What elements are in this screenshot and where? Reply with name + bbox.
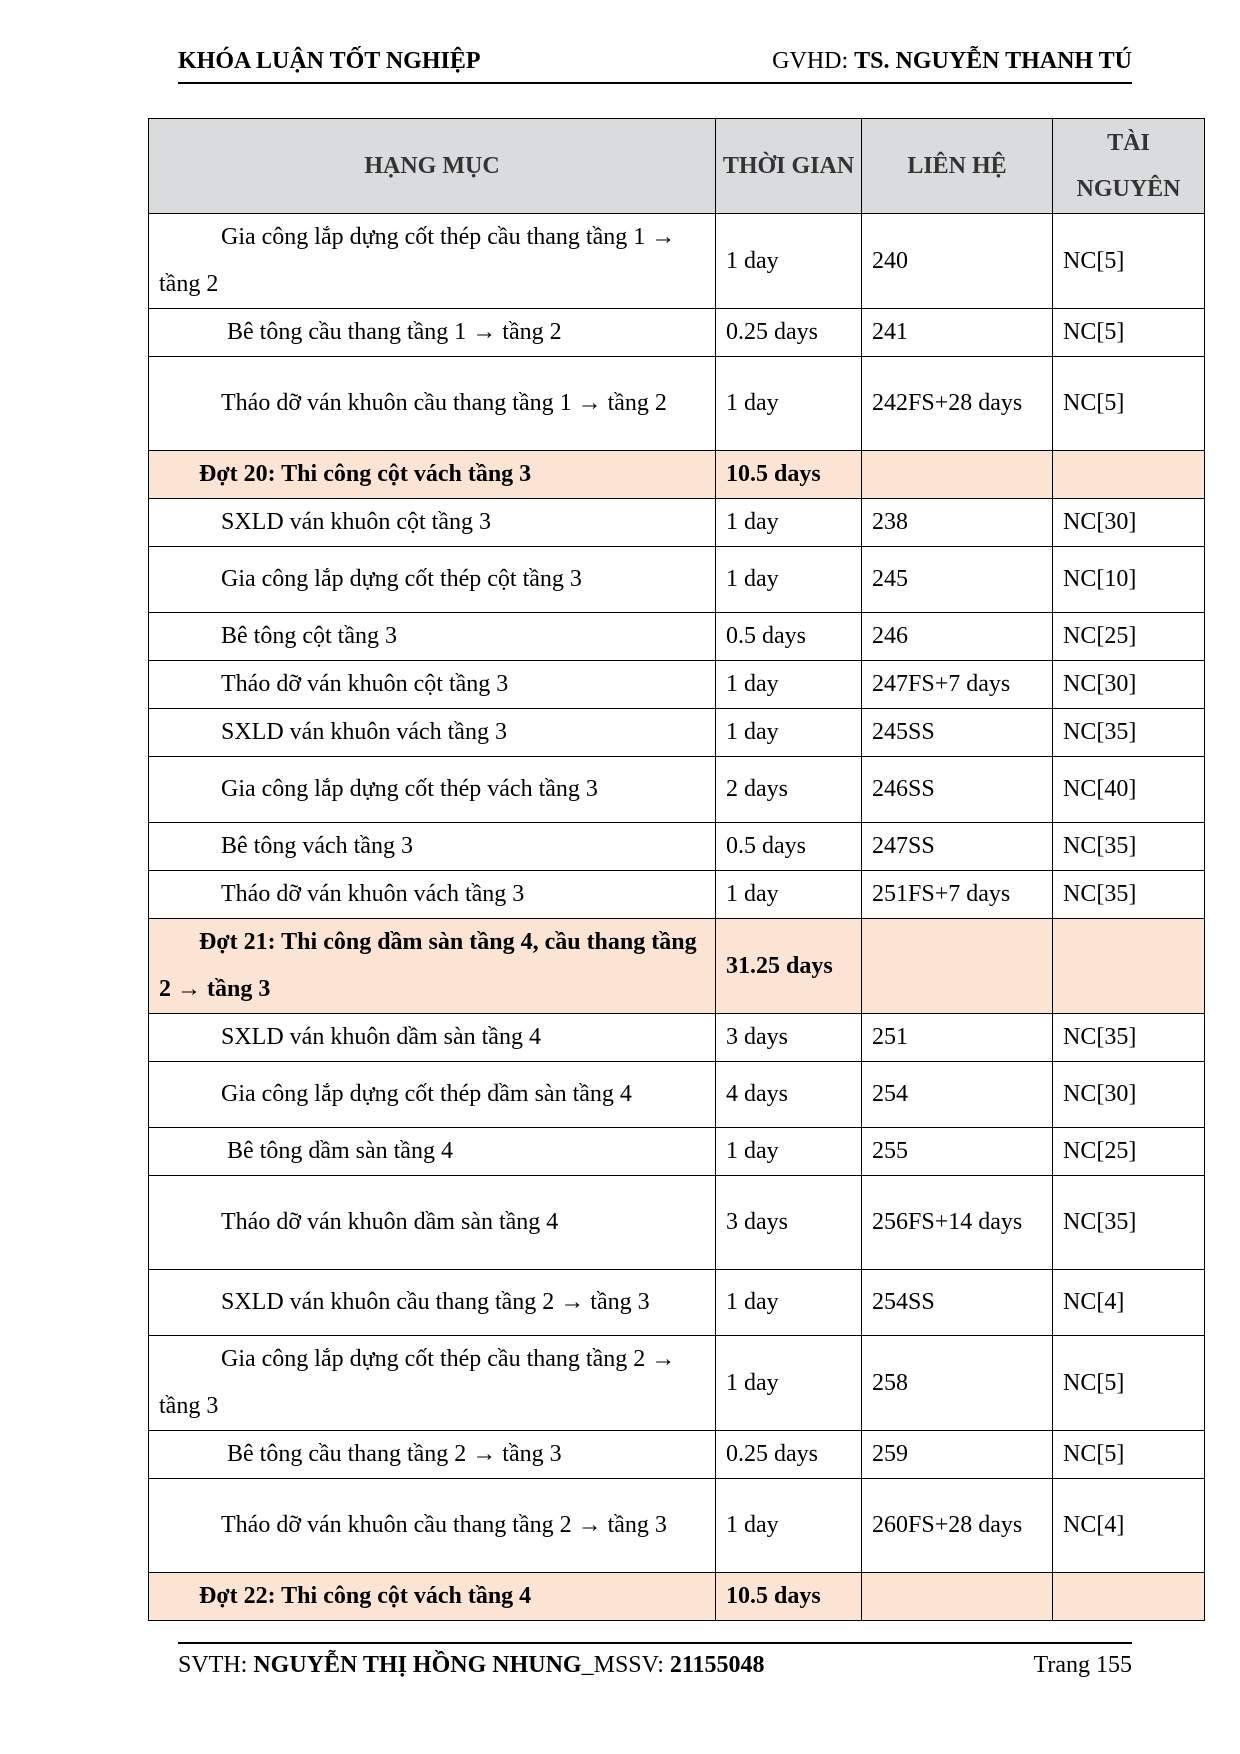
student-id: 21155048 [669, 1652, 765, 1678]
resource-cell: NC[25] [1053, 1128, 1205, 1176]
task-cell: Bê tông cầu thang tầng 1 → tầng 2 [149, 309, 716, 357]
phase-title-cell: Đợt 22: Thi công cột vách tầng 4 [149, 1573, 716, 1621]
resource-cell: NC[35] [1053, 1014, 1205, 1062]
phase-row [149, 919, 1205, 1014]
col-header-thoi-gian: THỜI GIAN [716, 119, 862, 214]
student-label: SVTH: [178, 1652, 254, 1678]
time-cell: 0.25 days [716, 309, 862, 357]
task-cell: SXLD ván khuôn dầm sàn tầng 4 [149, 1014, 716, 1062]
table-row [149, 499, 1205, 547]
link-cell: 240 [862, 214, 1053, 309]
time-cell: 1 day [716, 214, 862, 309]
task-cell: Bê tông cầu thang tầng 2 → tầng 3 [149, 1431, 716, 1479]
time-cell: 1 day [716, 357, 862, 451]
resource-cell: NC[25] [1053, 613, 1205, 661]
time-cell: 0.5 days [716, 823, 862, 871]
task-cell: Bê tông cột tầng 3 [149, 613, 716, 661]
task-cell: SXLD ván khuôn cột tầng 3 [149, 499, 716, 547]
resource-cell: NC[4] [1053, 1479, 1205, 1573]
table-row [149, 357, 1205, 451]
table-row [149, 1336, 1205, 1431]
link-cell: 241 [862, 309, 1053, 357]
time-cell: 1 day [716, 547, 862, 613]
table-row [149, 613, 1205, 661]
task-cell: Bê tông dầm sàn tầng 4 [149, 1128, 716, 1176]
time-cell: 4 days [716, 1062, 862, 1128]
phase-time-cell: 31.25 days [716, 919, 862, 1014]
page-number: Trang 155 [1033, 1652, 1132, 1678]
schedule-table [148, 118, 1205, 1621]
col-header-hang-muc: HẠNG MỤC [149, 119, 716, 214]
task-cell: Tháo dỡ ván khuôn cột tầng 3 [149, 661, 716, 709]
table-row [149, 1431, 1205, 1479]
link-cell: 251FS+7 days [862, 871, 1053, 919]
advisor-label: GVHD: [772, 48, 855, 74]
table-row [149, 1014, 1205, 1062]
table-row [149, 1128, 1205, 1176]
task-cell: Tháo dỡ ván khuôn vách tầng 3 [149, 871, 716, 919]
time-cell: 3 days [716, 1014, 862, 1062]
task-cell: Tháo dỡ ván khuôn cầu thang tầng 1 → tầng 2 [149, 357, 716, 451]
resource-cell: NC[40] [1053, 757, 1205, 823]
table-row [149, 214, 1205, 309]
table-row [149, 709, 1205, 757]
time-cell: 1 day [716, 709, 862, 757]
task-cell: Tháo dỡ ván khuôn cầu thang tầng 2 → tầng 3 [149, 1479, 716, 1573]
mssv-label: _MSSV: [581, 1652, 670, 1678]
advisor-name: TS. NGUYỄN THANH TÚ [854, 48, 1132, 74]
time-cell: 1 day [716, 1128, 862, 1176]
resource-cell [1053, 919, 1205, 1014]
time-cell: 1 day [716, 661, 862, 709]
link-cell: 246SS [862, 757, 1053, 823]
time-cell: 1 day [716, 871, 862, 919]
resource-cell: NC[35] [1053, 871, 1205, 919]
time-cell: 1 day [716, 1270, 862, 1336]
table-row [149, 1270, 1205, 1336]
task-cell: Gia công lắp dựng cốt thép cầu thang tầng 2 → tầng 3 [149, 1336, 716, 1431]
resource-cell: NC[5] [1053, 214, 1205, 309]
phase-title-cell: Đợt 21: Thi công dầm sàn tầng 4, cầu thang tầng 2 → tầng 3 [149, 919, 716, 1014]
link-cell: 245 [862, 547, 1053, 613]
resource-cell: NC[30] [1053, 1062, 1205, 1128]
table-row [149, 1062, 1205, 1128]
task-cell: Gia công lắp dựng cốt thép cầu thang tầng 1 → tầng 2 [149, 214, 716, 309]
table-row [149, 661, 1205, 709]
resource-cell: NC[10] [1053, 547, 1205, 613]
table-row [149, 1176, 1205, 1270]
resource-cell: NC[5] [1053, 1431, 1205, 1479]
resource-cell: NC[35] [1053, 1176, 1205, 1270]
phase-title-cell: Đợt 20: Thi công cột vách tầng 3 [149, 451, 716, 499]
page-footer [178, 1642, 1132, 1684]
resource-cell [1053, 451, 1205, 499]
link-cell: 254SS [862, 1270, 1053, 1336]
time-cell: 1 day [716, 1336, 862, 1431]
col-header-lien-he: LIÊN HỆ [862, 119, 1053, 214]
link-cell: 247SS [862, 823, 1053, 871]
time-cell: 3 days [716, 1176, 862, 1270]
resource-cell: NC[30] [1053, 661, 1205, 709]
link-cell: 251 [862, 1014, 1053, 1062]
time-cell: 0.25 days [716, 1431, 862, 1479]
student-name: NGUYỄN THỊ HỒNG NHUNG [253, 1652, 582, 1678]
task-cell: SXLD ván khuôn cầu thang tầng 2 → tầng 3 [149, 1270, 716, 1336]
time-cell: 1 day [716, 1479, 862, 1573]
link-cell: 254 [862, 1062, 1053, 1128]
link-cell [862, 1573, 1053, 1621]
resource-cell [1053, 1573, 1205, 1621]
resource-cell: NC[35] [1053, 823, 1205, 871]
task-cell: SXLD ván khuôn vách tầng 3 [149, 709, 716, 757]
time-cell: 0.5 days [716, 613, 862, 661]
thesis-title: KHÓA LUẬN TỐT NGHIỆP [178, 48, 481, 74]
phase-row [149, 1573, 1205, 1621]
table-row [149, 1479, 1205, 1573]
task-cell: Bê tông vách tầng 3 [149, 823, 716, 871]
student-line [178, 1652, 765, 1679]
link-cell: 242FS+28 days [862, 357, 1053, 451]
table-row [149, 757, 1205, 823]
resource-cell: NC[5] [1053, 357, 1205, 451]
resource-cell: NC[5] [1053, 1336, 1205, 1431]
col-header-tai-nguyen: TÀI NGUYÊN [1053, 119, 1205, 214]
time-cell: 1 day [716, 499, 862, 547]
phase-row [149, 451, 1205, 499]
link-cell: 258 [862, 1336, 1053, 1431]
phase-time-cell: 10.5 days [716, 451, 862, 499]
link-cell [862, 919, 1053, 1014]
task-cell: Tháo dỡ ván khuôn dầm sàn tầng 4 [149, 1176, 716, 1270]
table-row [149, 823, 1205, 871]
link-cell [862, 451, 1053, 499]
task-cell: Gia công lắp dựng cốt thép cột tầng 3 [149, 547, 716, 613]
link-cell: 245SS [862, 709, 1053, 757]
table-row [149, 547, 1205, 613]
page-header [178, 44, 1132, 84]
table-row [149, 309, 1205, 357]
link-cell: 238 [862, 499, 1053, 547]
table-header-row [149, 119, 1205, 214]
table-row [149, 871, 1205, 919]
link-cell: 259 [862, 1431, 1053, 1479]
phase-time-cell: 10.5 days [716, 1573, 862, 1621]
resource-cell: NC[35] [1053, 709, 1205, 757]
link-cell: 260FS+28 days [862, 1479, 1053, 1573]
resource-cell: NC[5] [1053, 309, 1205, 357]
time-cell: 2 days [716, 757, 862, 823]
resource-cell: NC[4] [1053, 1270, 1205, 1336]
link-cell: 247FS+7 days [862, 661, 1053, 709]
advisor-line [772, 48, 1132, 75]
task-cell: Gia công lắp dựng cốt thép dầm sàn tầng 4 [149, 1062, 716, 1128]
link-cell: 246 [862, 613, 1053, 661]
link-cell: 256FS+14 days [862, 1176, 1053, 1270]
resource-cell: NC[30] [1053, 499, 1205, 547]
link-cell: 255 [862, 1128, 1053, 1176]
task-cell: Gia công lắp dựng cốt thép vách tầng 3 [149, 757, 716, 823]
